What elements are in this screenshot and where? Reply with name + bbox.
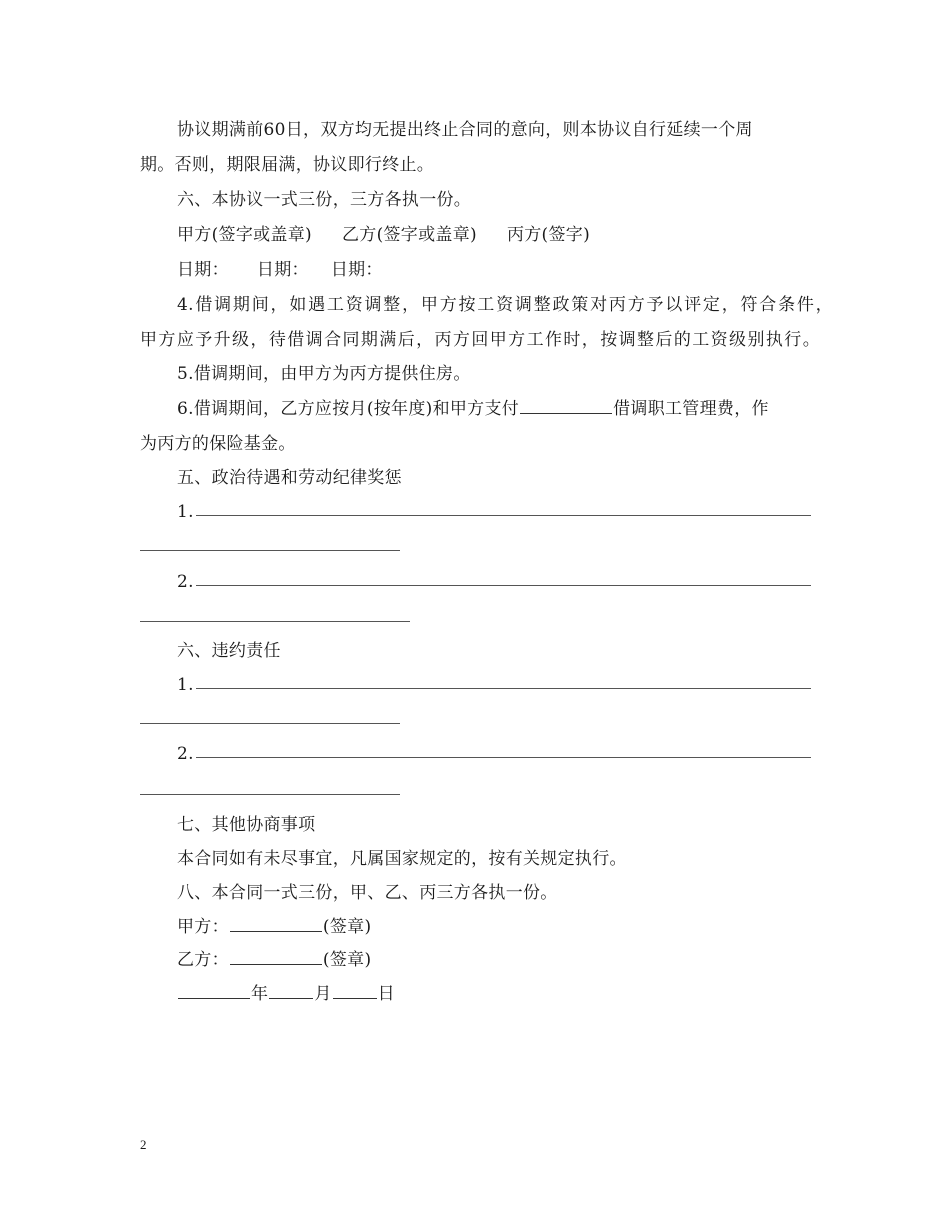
section-7-heading: 七、其他协商事项 xyxy=(177,815,316,835)
section-5-item-1-rule-cont xyxy=(140,550,400,551)
section-6-item-1-rule-cont xyxy=(140,723,400,724)
clause-6-line1 xyxy=(177,397,769,421)
party-b-blank xyxy=(230,948,322,965)
page-number: 2 xyxy=(140,1137,147,1152)
clause-6-text-after: 借调职工管理费，作 xyxy=(613,399,769,419)
section-6-item-1-rule xyxy=(196,688,811,689)
section-6-item-1: 1. xyxy=(177,675,194,695)
clause-4-line2: 甲方应予升级，待借调合同期满后，丙方回甲方工作时，按调整后的工资级别执行。 xyxy=(140,330,820,350)
section-5-item-1-rule xyxy=(196,515,811,516)
section-5-item-1: 1. xyxy=(177,502,194,522)
clause-6-text-before: 6.借调期间，乙方应按月(按年度)和甲方支付 xyxy=(177,399,520,419)
date-row xyxy=(177,258,383,282)
party-b-suffix: (签章) xyxy=(322,950,372,970)
clause-6-line2: 为丙方的保险基金。 xyxy=(140,434,296,454)
party-a-suffix: (签章) xyxy=(322,917,372,937)
clause-4-line1: 4.借调期间，如遇工资调整，甲方按工资调整政策对丙方予以评定，符合条件， xyxy=(177,295,833,315)
section-5-item-2: 2. xyxy=(177,572,194,592)
party-a-seal-line xyxy=(177,915,371,939)
section-8-heading: 八、本合同一式三份，甲、乙、丙三方各执一份。 xyxy=(177,883,558,903)
section-6-item-2-rule xyxy=(196,757,811,758)
month-blank xyxy=(269,982,313,999)
signature-party-a: 甲方(签字或盖章) xyxy=(177,225,312,245)
paragraph-renewal-line2: 期。否则，期限届满，协议即行终止。 xyxy=(140,155,435,175)
day-label: 日 xyxy=(377,984,395,1004)
party-b-label: 乙方： xyxy=(177,950,229,970)
party-b-seal-line xyxy=(177,948,371,972)
clause-5: 5.借调期间，由甲方为丙方提供住房。 xyxy=(177,364,471,384)
date-label-c: 日期： xyxy=(330,260,383,280)
section-6-item-2: 2. xyxy=(177,744,194,764)
signature-party-c: 丙方(签字) xyxy=(506,225,591,245)
party-a-blank xyxy=(230,915,322,932)
section-5-item-2-rule-cont xyxy=(140,621,410,622)
section-5-item-2-rule xyxy=(196,585,811,586)
paragraph-renewal-line1: 协议期满前60日，双方均无提出终止合同的意向，则本协议自行延续一个周 xyxy=(177,120,753,140)
date-label-b: 日期： xyxy=(256,260,309,280)
party-a-label: 甲方： xyxy=(177,917,229,937)
section-6-heading: 六、违约责任 xyxy=(177,641,281,661)
date-fill-line xyxy=(177,982,395,1006)
year-blank xyxy=(178,982,250,999)
month-label: 月 xyxy=(314,984,332,1004)
signature-row xyxy=(177,223,590,247)
section-5-heading: 五、政治待遇和劳动纪律奖惩 xyxy=(177,468,402,488)
section-7-body: 本合同如有未尽事宜，凡属国家规定的，按有关规定执行。 xyxy=(177,849,627,869)
section-6-item-2-rule-cont xyxy=(140,794,400,795)
clause-copies: 六、本协议一式三份，三方各执一份。 xyxy=(177,190,472,210)
day-blank xyxy=(333,982,377,999)
signature-party-b: 乙方(签字或盖章) xyxy=(341,225,477,245)
fee-blank xyxy=(520,397,612,414)
year-label: 年 xyxy=(251,984,269,1004)
date-label-a: 日期： xyxy=(177,260,229,280)
